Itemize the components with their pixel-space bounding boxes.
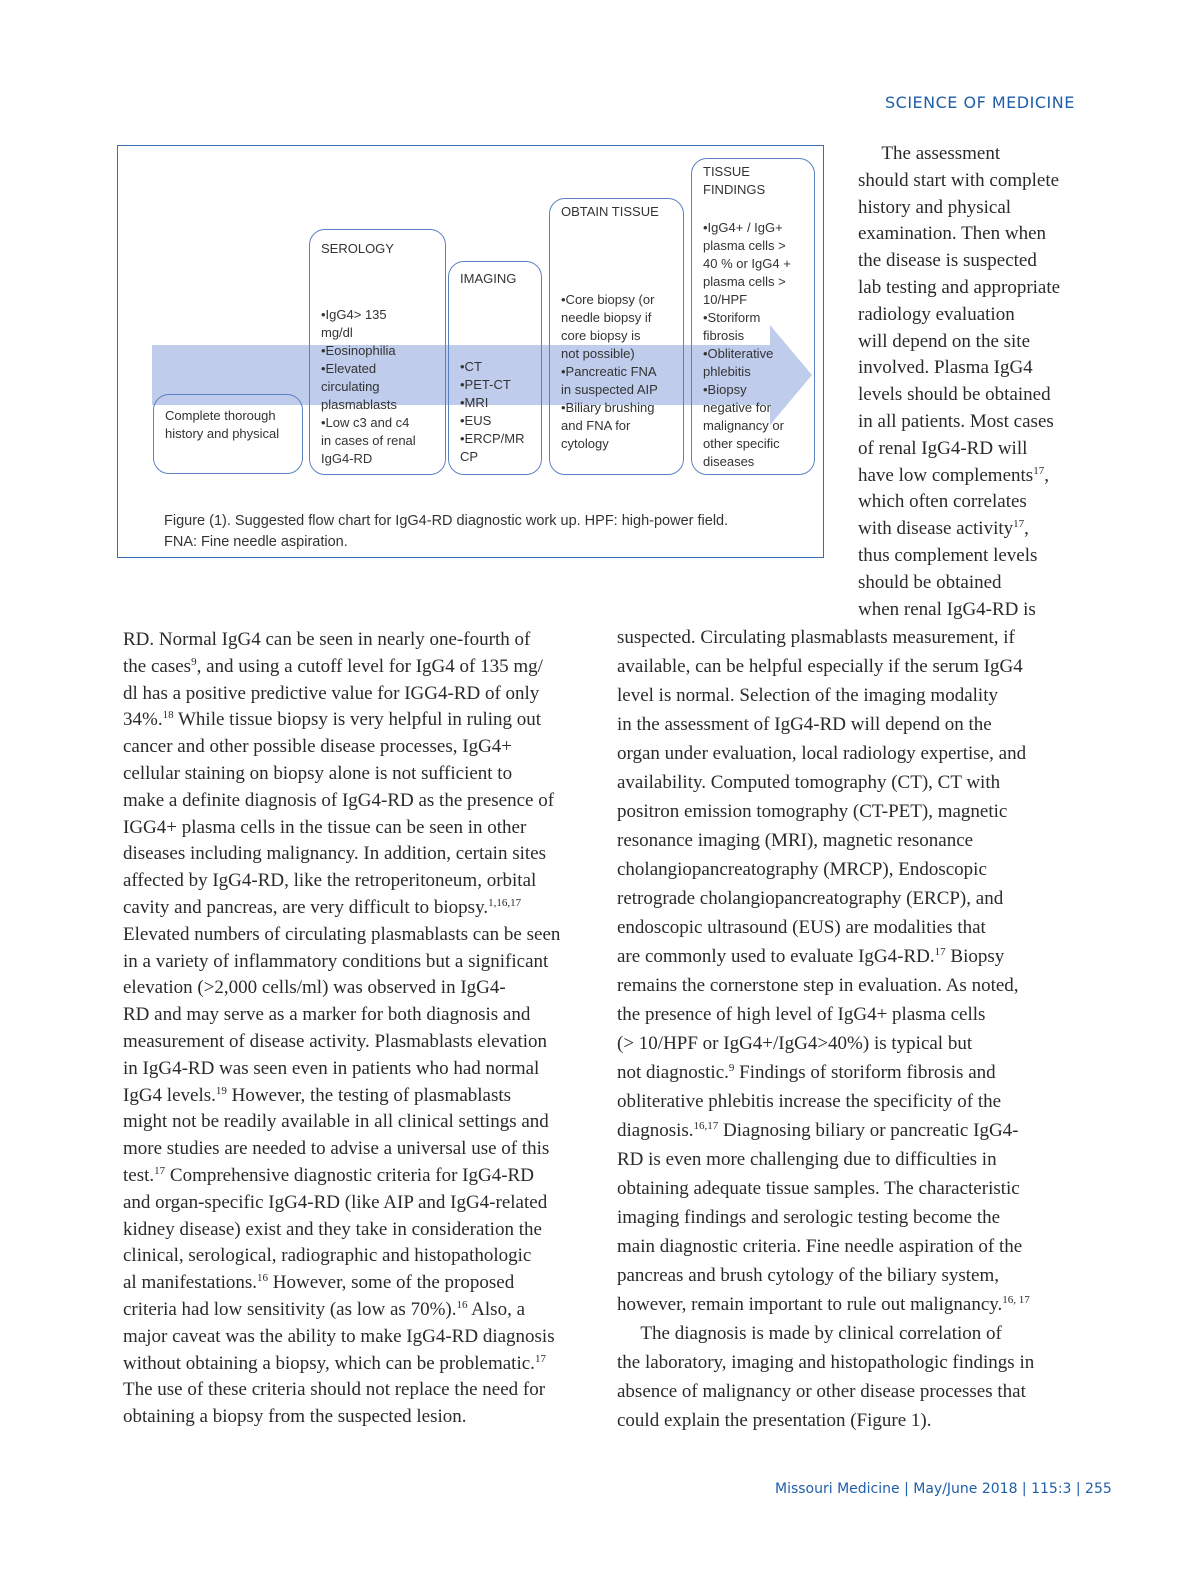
text-segment: level is normal. Selection of the imaging modality [617, 685, 998, 706]
text-line [858, 195, 1060, 222]
caption-line: Figure (1). Suggested flow chart for IgG4-RD diagnostic work up. HPF: high-power field. [164, 513, 729, 529]
text-line [617, 623, 1034, 652]
box-line: plasmablasts [321, 397, 397, 412]
page-footer: Missouri Medicine | May/June 2018 | 115:3 | 255 [775, 1481, 1112, 1497]
text-line [123, 1243, 560, 1270]
text-segment: , and using a cutoff level for IgG4 of 135 mg/ [196, 655, 543, 677]
text-line [123, 1217, 560, 1244]
text-segment: more studies are needed to advise a universal use of this [123, 1138, 550, 1160]
text-line [858, 489, 1060, 516]
box-line: •PET-CT [460, 377, 511, 392]
box-line: 40 % or IgG4 + [703, 256, 791, 271]
text-segment: examination. Then when [858, 223, 1047, 245]
text-segment: affected by IgG4-RD, like the retroperitoneum, orbital [123, 870, 537, 892]
text-line [617, 1261, 1034, 1290]
box-imaging [448, 261, 542, 475]
text-line [123, 1404, 560, 1431]
text-line [123, 841, 560, 868]
text-line [617, 1174, 1034, 1203]
text-segment: IGG4+ plasma cells in the tissue can be seen in other [123, 816, 527, 838]
text-segment: in IgG4-RD was seen even in patients who had normal [123, 1057, 540, 1079]
box-title: TISSUE FINDINGS [703, 164, 766, 197]
text-segment: which often correlates [858, 491, 1027, 513]
box-line: •Storiform [703, 310, 761, 325]
text-line [617, 1348, 1034, 1377]
text-line [617, 884, 1034, 913]
text-line [123, 922, 560, 949]
text-line [617, 1406, 1034, 1435]
text-line [858, 543, 1060, 570]
text-line [617, 971, 1034, 1000]
box-line: in cases of renal [321, 433, 416, 448]
text-segment: Diagnosing biliary or pancreatic IgG4- [718, 1120, 1019, 1141]
citation-superscript: 17 [1013, 518, 1025, 531]
box-line: core biopsy is [561, 328, 641, 343]
box-line: needle biopsy if [561, 310, 652, 325]
text-line [123, 1029, 560, 1056]
text-line [617, 1377, 1034, 1406]
text-segment: radiology evaluation [858, 303, 1015, 325]
text-line [123, 1270, 560, 1297]
text-line [858, 355, 1060, 382]
box-line: cytology [561, 436, 609, 451]
box-line: •Core biopsy (or [561, 292, 655, 307]
text-segment: elevation (>2,000 cells/ml) was observed in IgG4- [123, 977, 506, 999]
text-segment: remains the cornerstone step in evaluation. As noted, [617, 975, 1019, 996]
text-line [123, 707, 560, 734]
box-line: 10/HPF [703, 292, 748, 307]
text-segment: obliterative phlebitis increase the specificity of the [617, 1091, 1002, 1112]
text-line [858, 302, 1060, 329]
text-line [617, 1029, 1034, 1058]
text-segment: 34%. [123, 709, 163, 731]
box-line: •Pancreatic FNA [561, 364, 657, 379]
box-line: •IgG4+ / IgG+ [703, 220, 783, 235]
box-line: plasma cells > [703, 274, 786, 289]
text-line [123, 1377, 560, 1404]
citation-superscript: 9 [191, 655, 197, 668]
text-line [858, 463, 1060, 490]
box-line: •ERCP/MR [460, 431, 525, 446]
box-line: CP [460, 449, 479, 464]
text-line [858, 570, 1060, 597]
text-line [617, 942, 1034, 971]
text-segment: criteria had low sensitivity (as low as 70%). [123, 1298, 457, 1320]
text-segment: the presence of high level of IgG4+ plasma cells [617, 1004, 986, 1025]
citation-superscript: 16 [456, 1298, 468, 1311]
text-line [858, 409, 1060, 436]
text-segment: positron emission tomography (CT-PET), magnetic [617, 801, 1008, 822]
text-segment: suspected. Circulating plasmablasts measurement, if [617, 627, 1015, 648]
text-line [858, 516, 1060, 543]
text-line [617, 652, 1034, 681]
text-segment: However, some of the proposed [268, 1272, 515, 1294]
text-segment: Findings of storiform fibrosis and [734, 1062, 996, 1083]
text-line [617, 710, 1034, 739]
text-segment: the laboratory, imaging and histopathologic findings in [617, 1352, 1035, 1373]
box-line: and FNA for [561, 418, 631, 433]
text-segment: RD is even more challenging due to difficulties in [617, 1149, 997, 1170]
text-segment: IgG4 levels. [123, 1084, 216, 1106]
box-line: circulating [321, 379, 380, 394]
text-line [617, 1319, 1034, 1348]
text-segment: test. [123, 1164, 155, 1186]
citation-superscript: 1,16,17 [488, 896, 522, 909]
text-segment: The use of these criteria should not replace the need for [123, 1379, 546, 1401]
text-segment: Elevated numbers of circulating plasmablasts can be seen [123, 923, 561, 945]
box-line: •EUS [460, 413, 492, 428]
text-segment: obtaining a biopsy from the suspected lesion. [123, 1406, 467, 1428]
text-segment: in a variety of inflammatory conditions but a significant [123, 950, 549, 972]
text-segment: major caveat was the ability to make IgG4-RD diagnosis [123, 1325, 555, 1347]
text-segment: involved. Plasma IgG4 [858, 357, 1033, 379]
text-line [858, 168, 1060, 195]
box-line: other specific [703, 436, 780, 451]
box-line: •Obliterative [703, 346, 774, 361]
text-line [617, 1203, 1034, 1232]
figure-caption [164, 511, 728, 553]
text-segment: should be obtained [858, 571, 1002, 593]
box-line: •IgG4> 135 [321, 307, 387, 322]
text-segment: RD. Normal IgG4 can be seen in nearly one-fourth of [123, 629, 531, 650]
box-line: Complete thorough [165, 408, 276, 423]
text-line [123, 1190, 560, 1217]
box-line: malignancy or [703, 418, 784, 433]
text-line [123, 788, 560, 815]
text-segment: and organ-specific IgG4-RD (like AIP and IgG4-related [123, 1191, 548, 1213]
text-line [858, 382, 1060, 409]
text-line [123, 1002, 560, 1029]
text-segment: cavity and pancreas, are very difficult to biopsy. [123, 896, 489, 918]
text-segment: will depend on the site [858, 330, 1031, 352]
text-line [123, 1324, 560, 1351]
text-line [617, 768, 1034, 797]
left-column [123, 627, 560, 1431]
text-segment: (> 10/HPF or IgG4+/IgG4>40%) is typical but [617, 1033, 973, 1054]
text-segment: should start with complete [858, 169, 1060, 191]
text-segment: Also, a [467, 1298, 526, 1320]
text-segment: available, can be helpful especially if the serum IgG4 [617, 656, 1023, 677]
text-line [617, 1058, 1034, 1087]
text-segment: The diagnosis is made by clinical correlation of [617, 1323, 1002, 1344]
text-segment: However, the testing of plasmablasts [226, 1084, 512, 1106]
text-segment: could explain the presentation (Figure 1). [617, 1410, 932, 1431]
box-line: •Elevated [321, 361, 377, 376]
text-segment: the cases [123, 655, 192, 677]
text-line [123, 627, 560, 654]
text-line [123, 1083, 560, 1110]
text-line [123, 815, 560, 842]
text-line [617, 1232, 1034, 1261]
text-segment: dl has a positive predictive value for IGG4-RD of only [123, 682, 540, 704]
text-line [123, 761, 560, 788]
text-line [617, 1116, 1034, 1145]
section-header: SCIENCE OF MEDICINE [885, 93, 1075, 112]
text-line [617, 1000, 1034, 1029]
text-segment: of renal IgG4-RD will [858, 437, 1028, 459]
citation-superscript: 19 [215, 1084, 227, 1097]
box-tissue-findings [691, 158, 815, 475]
text-segment: availability. Computed tomography (CT), CT with [617, 772, 1001, 793]
text-line [123, 868, 560, 895]
box-line: •CT [460, 359, 482, 374]
text-line [617, 681, 1034, 710]
box-line: •Low c3 and c4 [321, 415, 410, 430]
text-line [123, 681, 560, 708]
text-segment: cellular staining on biopsy alone is not sufficient to [123, 762, 513, 784]
text-segment: cholangiopancreatography (MRCP), Endoscopic [617, 859, 987, 880]
box-line: •Biopsy [703, 382, 747, 397]
box-history [153, 394, 303, 474]
caption-line: FNA: Fine needle aspiration. [164, 534, 348, 550]
box-line: •Biliary brushing [561, 400, 655, 415]
text-line [858, 221, 1060, 248]
citation-superscript: 17 [534, 1352, 546, 1365]
text-segment: obtaining adequate tissue samples. The characteristic [617, 1178, 1020, 1199]
text-segment: clinical, serological, radiographic and histopathologic [123, 1245, 532, 1267]
text-segment: might not be readily available in all clinical settings and [123, 1111, 549, 1133]
text-segment: measurement of disease activity. Plasmablasts elevation [123, 1030, 548, 1052]
text-segment: however, remain important to rule out malignancy. [617, 1294, 1003, 1315]
text-line [123, 949, 560, 976]
box-title: IMAGING [460, 271, 517, 286]
text-line [123, 1351, 560, 1378]
text-segment: are commonly used to evaluate IgG4-RD. [617, 946, 935, 967]
text-segment: in all patients. Most cases [858, 410, 1054, 432]
text-line [858, 597, 1060, 624]
box-line: mg/dl [321, 325, 353, 340]
box-line: diseases [703, 454, 755, 469]
text-segment: main diagnostic criteria. Fine needle aspiration of the [617, 1236, 1023, 1257]
text-line [123, 734, 560, 761]
top-right-column [858, 141, 1060, 623]
text-segment: thus complement levels [858, 544, 1038, 566]
box-obtain-tissue [549, 198, 684, 475]
box-line: •Eosinophilia [321, 343, 396, 358]
text-segment: not diagnostic. [617, 1062, 729, 1083]
text-line [123, 1163, 560, 1190]
citation-superscript: 17 [154, 1164, 166, 1177]
box-title: OBTAIN TISSUE [561, 204, 659, 219]
text-line [617, 1087, 1034, 1116]
text-segment: absence of malignancy or other disease processes that [617, 1381, 1026, 1402]
text-segment: , [1044, 464, 1049, 486]
box-line: history and physical [165, 426, 280, 441]
text-segment: with disease activity [858, 518, 1014, 540]
text-line [617, 826, 1034, 855]
box-serology [309, 229, 446, 475]
box-line: in suspected AIP [561, 382, 658, 397]
text-segment: imaging findings and serologic testing become the [617, 1207, 1001, 1228]
text-segment: history and physical [858, 196, 1012, 218]
text-line [617, 739, 1034, 768]
box-line: •MRI [460, 395, 489, 410]
text-line [858, 436, 1060, 463]
text-segment: in the assessment of IgG4-RD will depend on the [617, 714, 992, 735]
text-segment: cancer and other possible disease processes, IgG4+ [123, 736, 512, 758]
box-line: negative for [703, 400, 771, 415]
text-segment: RD and may serve as a marker for both diagnosis and [123, 1004, 531, 1026]
text-line [123, 1136, 560, 1163]
text-segment: make a definite diagnosis of IgG4-RD as the presence of [123, 789, 555, 811]
text-segment: endoscopic ultrasound (EUS) are modalities that [617, 917, 986, 938]
text-segment: organ under evaluation, local radiology expertise, and [617, 743, 1027, 764]
text-segment: The assessment [858, 143, 1001, 164]
text-line [858, 329, 1060, 356]
text-segment: diseases including malignancy. In addition, certain sites [123, 843, 546, 865]
citation-superscript: 17 [1033, 464, 1045, 477]
text-line [617, 797, 1034, 826]
text-segment: without obtaining a biopsy, which can be problematic. [123, 1352, 535, 1374]
figure-flow-chart [117, 145, 824, 558]
citation-superscript: 16, 17 [1002, 1294, 1030, 1306]
right-column [617, 623, 1034, 1435]
text-segment: the disease is suspected [858, 250, 1037, 272]
text-segment: al manifestations. [123, 1272, 258, 1294]
text-segment: resonance imaging (MRI), magnetic resonance [617, 830, 974, 851]
text-line [123, 895, 560, 922]
box-line: plasma cells > [703, 238, 786, 253]
text-segment: , [1024, 518, 1029, 540]
citation-superscript: 17 [934, 946, 946, 958]
citation-superscript: 18 [162, 709, 174, 722]
text-segment: levels should be obtained [858, 384, 1051, 406]
text-segment: lab testing and appropriate [858, 276, 1061, 298]
text-line [123, 975, 560, 1002]
text-line [123, 1056, 560, 1083]
citation-superscript: 9 [728, 1062, 735, 1074]
text-line [858, 248, 1060, 275]
text-segment: While tissue biopsy is very helpful in ruling out [173, 709, 542, 731]
text-segment: have low complements [858, 464, 1034, 486]
text-segment: kidney disease) exist and they take in consideration the [123, 1218, 542, 1240]
citation-superscript: 16 [257, 1272, 269, 1285]
text-segment: diagnosis. [617, 1120, 694, 1141]
box-line: phlebitis [703, 364, 751, 379]
text-line [858, 275, 1060, 302]
box-line: IgG4-RD [321, 451, 373, 466]
text-line [123, 1109, 560, 1136]
box-line: fibrosis [703, 328, 745, 343]
box-line: not possible) [561, 346, 635, 361]
text-line [617, 913, 1034, 942]
text-segment: Biopsy [945, 946, 1005, 967]
text-segment: Comprehensive diagnostic criteria for IgG4-RD [165, 1164, 534, 1186]
text-line [617, 1145, 1034, 1174]
text-segment: pancreas and brush cytology of the biliary system, [617, 1265, 1000, 1286]
text-line [617, 855, 1034, 884]
text-line [617, 1290, 1034, 1319]
citation-superscript: 16,17 [693, 1120, 719, 1132]
text-segment: when renal IgG4-RD is [858, 598, 1036, 620]
text-line [123, 654, 560, 681]
text-line [858, 141, 1060, 168]
text-line [123, 1297, 560, 1324]
text-segment: retrograde cholangiopancreatography (ERCP), and [617, 888, 1004, 909]
box-title: SEROLOGY [321, 241, 394, 256]
